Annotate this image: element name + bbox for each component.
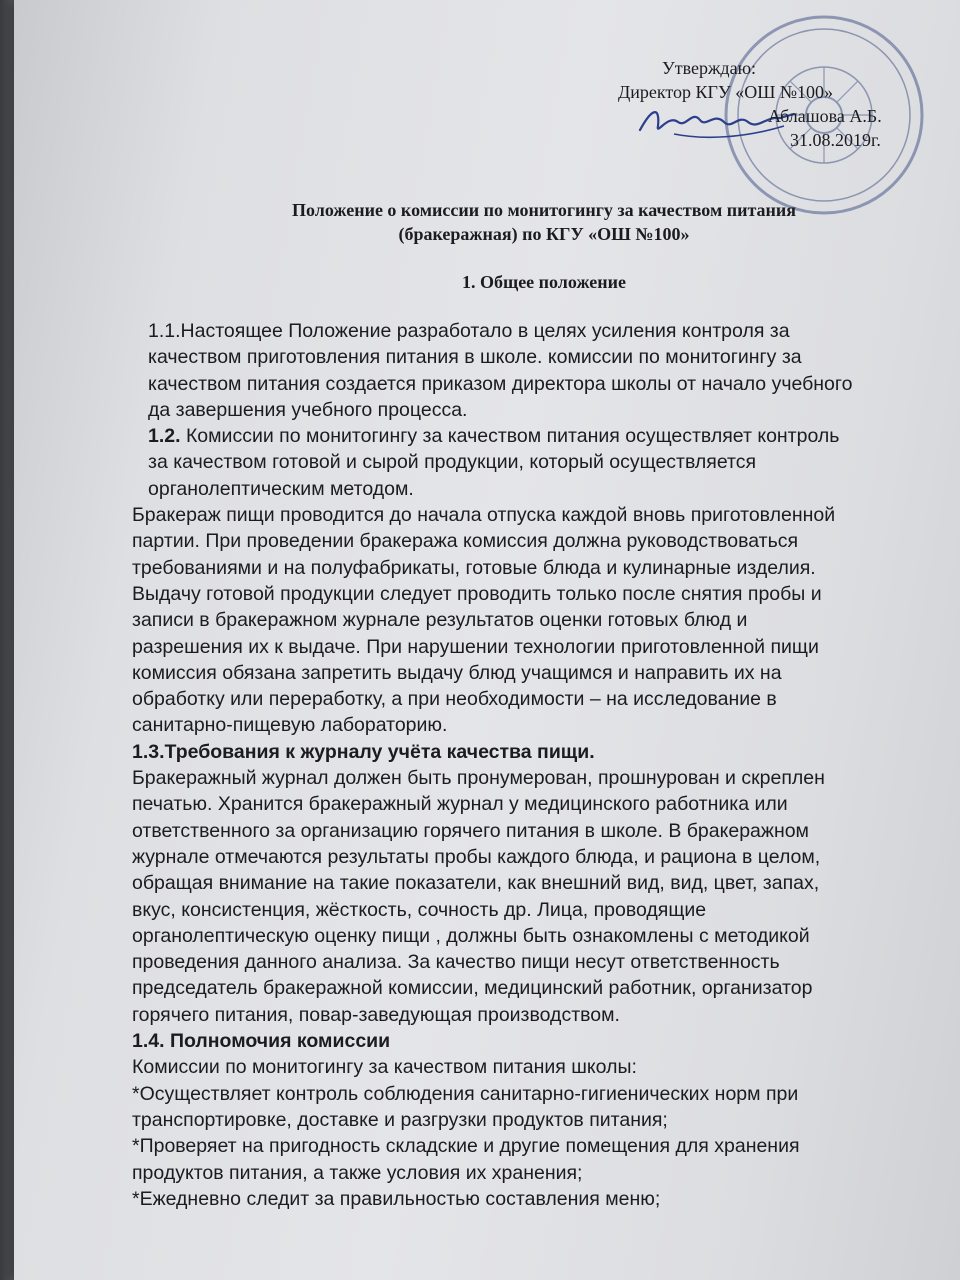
text-line: записи в бракеражном журнале результатов оценки готовых блюд и (132, 609, 748, 632)
text-line: проведения данного анализа. За качество пищи несут ответственность (132, 951, 780, 974)
text-line: вкус, консистенция, жёсткость, сочность др. Лица, проводящие (132, 898, 707, 921)
document-page (14, 0, 960, 1280)
text-line: транспортировке, доставке и разгрузки продуктов питания; (132, 1108, 668, 1131)
approval-date: 31.08.2019г. (790, 130, 881, 150)
text-line: партии. При проведении бракеража комиссия должна руководствоваться (132, 530, 799, 553)
approval-block (618, 56, 918, 152)
approval-director: Директор КГУ «ОШ №100» (618, 82, 834, 102)
text-line: председатель бракеражной комиссии, медицинский работник, организатор (132, 977, 813, 1000)
subheading-1-4: 1.4. Полномочия комиссии (132, 1030, 391, 1053)
text-line: требованиями и на полуфабрикаты, готовые блюда и кулинарные изделия. (132, 556, 816, 579)
text-line: *Проверяет на пригодность складские и другие помещения для хранения (132, 1135, 800, 1158)
document-body (132, 318, 932, 1212)
text-line: обработку или переработку, а при необходимости – на исследование в (132, 688, 777, 711)
text-line: да завершения учебного процесса. (148, 398, 468, 421)
clause-number: 1.2. (148, 425, 181, 448)
title-line-1: Положение о комиссии по монитогингу за качеством питания (291, 200, 797, 220)
text-line: за качеством готовой и сырой продукции, который осуществляется (148, 451, 757, 474)
text-line: разрешения их к выдаче. При нарушении технологии приготовленной пищи (132, 635, 819, 658)
text-line: органолептическим методом. (148, 477, 414, 500)
text-line: комиссия обязана запретить выдачу блюд учащимся и направить их на (132, 661, 782, 684)
text-line: *Осуществляет контроль соблюдения санитарно-гигиенических норм при (132, 1082, 799, 1105)
approval-heading: Утверждаю: (662, 58, 757, 78)
text-line: печатью. Хранится бракеражный журнал у медицинского работника или (132, 793, 788, 816)
subheading-1-3: 1.3.Требования к журналу учёта качества пищи. (132, 740, 595, 763)
text-line: 1.1.Настоящее Положение разработало в целях усиления контроля за (148, 320, 790, 342)
text-line: ответственного за организацию горячего питания в школе. В бракеражном (132, 819, 809, 842)
text-line: качеством приготовления питания в школе. комиссии по монитогингу за (148, 346, 802, 369)
document-title (134, 198, 954, 246)
text-line: Выдачу готовой продукции следует проводить только после снятия пробы и (132, 582, 822, 605)
text-line: продуктов питания, а также условия их хранения; (132, 1161, 583, 1184)
text-line: Бракеражный журнал должен быть пронумерован, прошнурован и скреплен (132, 767, 825, 790)
paragraph-1-2 (132, 423, 932, 449)
text-line: Комиссии по монитогингу за качеством питания школы: (132, 1056, 637, 1079)
text-line: журнале отмечаются результаты пробы каждого блюда, и рациона в целом, (132, 845, 821, 868)
text-line: *Ежедневно следит за правильностью составления меню; (132, 1187, 661, 1210)
text-line: санитарно-пищевую лабораторию. (132, 714, 448, 737)
text-line: горячего питания, повар-заведующая производством. (132, 1003, 620, 1026)
text-line: Бракераж пищи проводится до начала отпуска каждой вновь приготовленной (132, 504, 836, 527)
text-line: органолептическую оценку пищи , должны быть ознакомлены с методикой (132, 924, 810, 947)
approval-name: Аблашова А.Б. (768, 106, 882, 126)
text-line: обращая внимание на такие показатели, как внешний вид, вид, цвет, запах, (132, 872, 820, 895)
title-line-2: (бракеражная) по КГУ «ОШ №100» (398, 224, 690, 244)
text-line: качеством питания создается приказом директора школы от начало учебного (148, 372, 853, 395)
clause-text: Комиссии по монитогингу за качеством питания осуществляет контроль (180, 425, 840, 448)
section-heading: 1. Общее положение (462, 272, 626, 292)
